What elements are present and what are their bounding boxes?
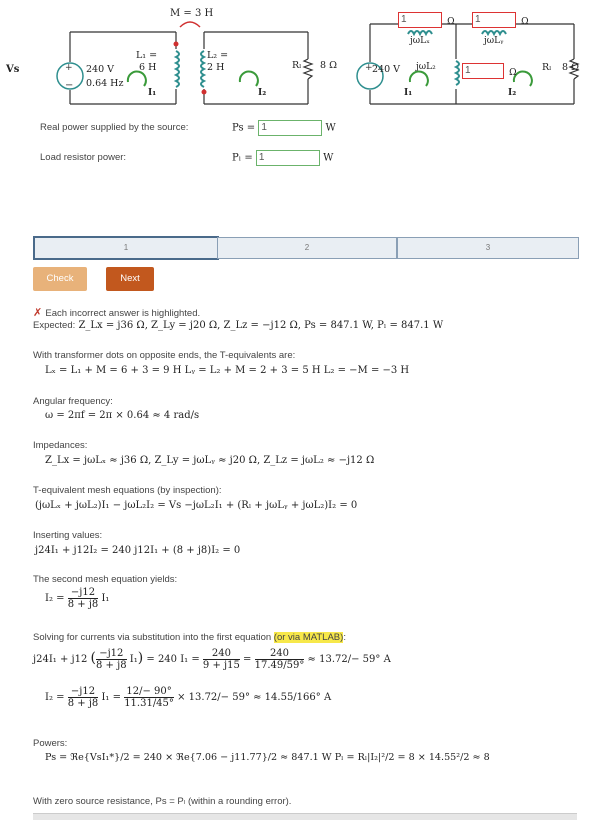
solution-frequency-eq: ω = 2πf = 2π × 0.64 ≈ 4 rad/s <box>45 410 200 421</box>
question-load-power-label: Load resistor power: <box>40 152 127 163</box>
matlab-highlight: (or via MATLAB) <box>273 632 344 643</box>
resistor-icon <box>304 59 312 79</box>
solution-transformer-text: With transformer dots on opposite ends, the T-equivalents are: <box>33 350 296 361</box>
error-message: Each incorrect answer is highlighted. <box>45 308 201 319</box>
mesh-current-i2: I₂ <box>508 88 517 98</box>
solution-impedances-eq: Z_Lx = jωLₓ ≈ j36 Ω, Z_Ly = jωLᵧ ≈ j20 Ω, Z_Lz = jωL₂ ≈ −j12 Ω <box>45 455 375 466</box>
source-value: 240 V <box>372 64 401 75</box>
mesh-current-arrow-icon <box>514 72 532 86</box>
svg-text:+: + <box>365 63 373 73</box>
progress-step-3[interactable]: 3 <box>397 237 579 259</box>
rl-value: 8 Ω <box>562 62 579 73</box>
solution-second-mesh-eq: I₂ = $\frac{-j12}{8 + j8}$ I₁ <box>45 587 110 610</box>
jwlz-label: jωL₂ <box>416 62 436 72</box>
lz-coil <box>456 61 459 85</box>
solution-i1-eq: j24I₁ + j12 ( $\frac{-j12}{8 + j8}$ I₁) = 240 I₁ = $\frac{240}{9 + j15}$ = $\frac{240}{17.49/59^\circ}$ ≈ 13.72/− 59° A <box>33 648 391 671</box>
mesh-current-i1: I₁ <box>404 88 413 98</box>
rl-value: 8 Ω <box>320 60 337 71</box>
svg-text:−: − <box>65 80 74 91</box>
solution-insert-eq: j24I₁ + j12I₂ = 240 j12I₁ + (8 + j8)I₂ = 0 <box>35 545 241 556</box>
mesh-current-arrow-icon <box>240 72 258 86</box>
error-icon: ✗ <box>33 306 43 319</box>
dot-marker <box>202 90 207 95</box>
mesh-current-i2: I₂ <box>258 88 267 98</box>
series-resistance-1-unit: Ω <box>447 17 455 27</box>
ly-coil <box>482 31 506 34</box>
jwly-label: jωLᵧ <box>484 36 504 46</box>
solution-conclusion-text: With zero source resistance, Ps = Pₗ (within a rounding error). <box>33 796 292 807</box>
solution-powers-text: Powers: <box>33 738 68 749</box>
transformer-circuit-diagram <box>30 4 350 114</box>
primary-coil <box>176 51 179 87</box>
progress-step-1[interactable]: 1 <box>33 236 219 260</box>
rl-label: Rₗ <box>542 62 552 73</box>
shunt-resistance-unit: Ω <box>509 68 517 78</box>
l2-label: L₂ = <box>207 50 229 61</box>
expected-values: Z_Lx = j36 Ω, Z_Ly = j20 Ω, Z_Lz = −j12 Ω, Ps = 847.1 W, Pₗ = 847.1 W <box>78 320 444 331</box>
ps-unit: W <box>325 122 336 134</box>
l1-value: 6 H <box>139 62 157 73</box>
mesh-current-arrow-icon <box>128 72 146 86</box>
lx-coil <box>408 31 432 34</box>
question-source-power-label: Real power supplied by the source: <box>40 122 189 133</box>
source-frequency: 0.64 Hz <box>86 78 124 89</box>
series-resistance-1-input[interactable]: 1 <box>398 12 442 28</box>
svg-text:+: + <box>65 63 73 73</box>
shunt-resistance-input[interactable]: 1 <box>462 63 504 79</box>
progress-step-2[interactable]: 2 <box>217 237 397 259</box>
rl-label: Rₗ <box>292 60 302 71</box>
mesh-current-arrow-icon <box>410 72 428 86</box>
expected-label: Expected: <box>33 320 76 331</box>
secondary-coil <box>201 51 204 87</box>
check-button[interactable]: Check <box>33 267 87 291</box>
dot-marker <box>174 42 179 47</box>
solution-t-equivalents: Lₓ = L₁ + M = 6 + 3 = 9 H Lᵧ = L₂ + M = 2 + 3 = 5 H L₂ = −M = −3 H <box>45 365 410 376</box>
l1-label: L₁ = <box>136 50 158 61</box>
solution-substitution-text: Solving for currents via substitution into the first equation (or via MATLAB): <box>33 632 346 643</box>
solution-frequency-text: Angular frequency: <box>33 396 113 407</box>
pl-unit: W <box>323 152 334 164</box>
solution-i2-eq: I₂ = $\frac{-j12}{8 + j8}$ I₁ = $\frac{12/- 90^\circ}{11.31/45^\circ}$ × 13.72/− 59° ≈ 14.55/166° A <box>45 686 332 709</box>
solution-second-mesh-text: The second mesh equation yields: <box>33 574 178 585</box>
solution-powers-eq: Ps = ℜe{VsI₁*}/2 = 240 × ℜe{7.06 − j11.77}/2 ≈ 847.1 W Pₗ = Rₗ|I₂|²/2 = 8 × 14.55²/2 ≈ 8 <box>45 752 490 763</box>
series-resistance-2-unit: Ω <box>521 17 529 27</box>
mutual-inductance-label: M = 3 H <box>170 8 214 19</box>
l2-value: 2 H <box>207 62 225 73</box>
ps-symbol: Ps = <box>232 122 256 134</box>
source-value: 240 V <box>86 64 115 75</box>
solution-mesh-text: T-equivalent mesh equations (by inspection): <box>33 485 222 496</box>
series-resistance-2-input[interactable]: 1 <box>472 12 516 28</box>
source-label: Vs <box>6 64 20 75</box>
next-button[interactable]: Next <box>106 267 154 291</box>
solution-mesh-eq: (jωLₓ + jωL₂)I₁ − jωL₂I₂ = Vs −jωL₂I₁ + (Rₗ + jωLᵧ + jωL₂)I₂ = 0 <box>35 500 358 511</box>
solution-insert-text: Inserting values: <box>33 530 103 541</box>
ps-input[interactable]: 1 <box>258 120 322 136</box>
pl-input[interactable]: 1 <box>256 150 320 166</box>
mesh-current-i1: I₁ <box>148 88 157 98</box>
jwlx-label: jωLₓ <box>410 36 430 46</box>
pl-symbol: Pₗ = <box>232 152 253 164</box>
solution-impedances-text: Impedances: <box>33 440 88 451</box>
